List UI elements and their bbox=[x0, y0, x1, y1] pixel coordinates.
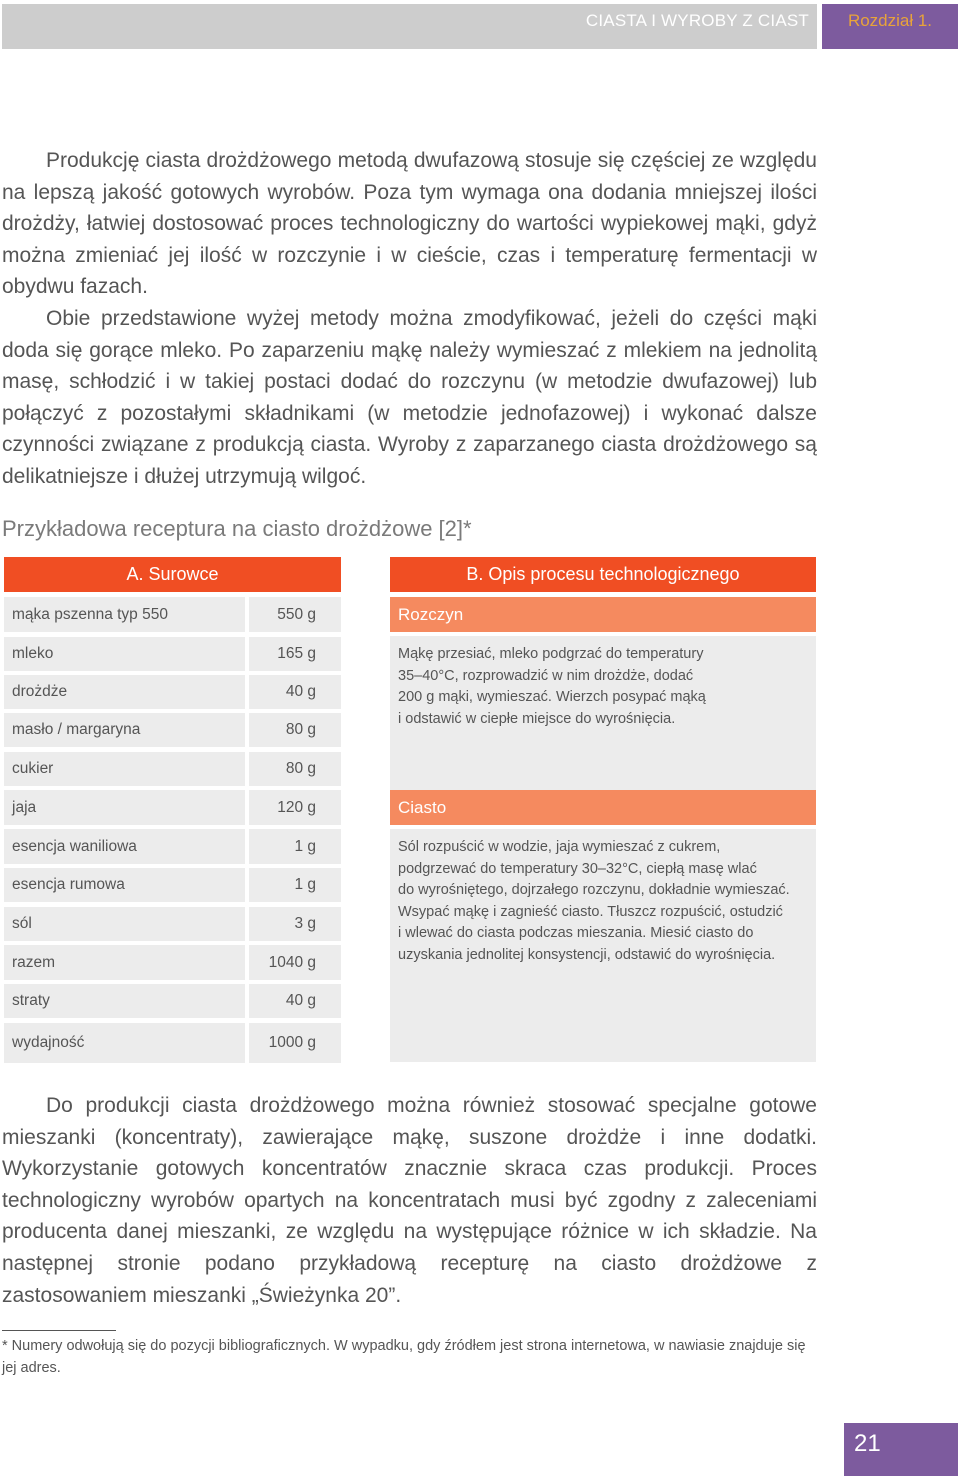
ingredient-qty: 1 g bbox=[249, 868, 341, 902]
ingredient-name: mleko bbox=[4, 637, 245, 671]
running-header bbox=[2, 4, 817, 49]
step-line: podgrzewać do temperatury 30–32°C, ciepłą masę wlać bbox=[398, 860, 757, 877]
step-line: 200 g mąki, wymieszać. Wierzch posypać mąką bbox=[398, 689, 706, 706]
chapter-label-box bbox=[822, 4, 958, 49]
ingredient-name: straty bbox=[4, 984, 245, 1018]
ingredient-qty: 120 g bbox=[249, 790, 341, 825]
ingredient-qty: 1000 g bbox=[249, 1023, 341, 1063]
step-rozczyn-body bbox=[390, 636, 816, 790]
step-line: 35–40°C, rozprowadzić w nim drożdże, dodać bbox=[398, 667, 694, 684]
running-title: CIASTA I WYROBY Z CIAST bbox=[585, 11, 809, 30]
step-rozczyn-header: Rozczyn bbox=[390, 597, 816, 632]
ingredient-qty: 550 g bbox=[249, 597, 341, 632]
process-header: B. Opis procesu technologicznego bbox=[390, 557, 816, 592]
ingredient-name: drożdże bbox=[4, 675, 245, 709]
paragraph-3 bbox=[2, 1090, 817, 1311]
ingredient-name: cukier bbox=[4, 752, 245, 786]
page-number: 21 bbox=[854, 1430, 881, 1457]
step-line: i wlewać do ciasta podczas mieszania. Miesić ciasto do bbox=[398, 925, 754, 942]
ingredient-name: jaja bbox=[4, 790, 245, 825]
paragraph-1-text: Produkcję ciasta drożdżowego metodą dwufazową stosuje się częściej ze względu na lepszą jakość gotowych wyrobów. Poza tym wymaga ona dodania mniejszej ilości drożdży, łatwiej dostosować proces technologiczny do wartości wypiekowej mąki, gdyż można zmieniać jej ilość w rozczynie i w cieście, czas i temperaturę fermentacji w obydwu fazach. bbox=[2, 149, 817, 299]
recipe-title: Przykładowa receptura na ciasto drożdżowe [2]* bbox=[2, 516, 472, 541]
footnote: * Numery odwołują się do pozycji bibliograficznych. W wypadku, gdy źródłem jest strona internetowa, w nawiasie znajduje się jej adres. bbox=[2, 1338, 806, 1376]
step-line: do wyrośniętego, dojrzałego rozczynu, dokładnie wymieszać. bbox=[398, 882, 790, 899]
ingredient-qty: 3 g bbox=[249, 907, 341, 941]
paragraph-2-text: Obie przedstawione wyżej metody można zmodyfikować, jeżeli do części mąki doda się gorące mleko. Po zaparzeniu mąkę należy wymieszać z mlekiem na jednolitą masę, schłodzić i w takiej postaci dodać do rozczynu (w metodzie dwufazowej) lub połączyć z pozostałymi składnikami (w metodzie jednofazowej) i wykonać dalsze czynności związane z produkcją ciasta. Wyroby z zaparzanego ciasta drożdżowego są delikatniejsze i dłużej utrzymują wilgoć. bbox=[2, 307, 817, 488]
footnote-rule bbox=[2, 1330, 116, 1331]
page-number-box bbox=[844, 1423, 958, 1476]
ingredient-qty: 165 g bbox=[249, 637, 341, 671]
ingredient-name: mąka pszenna typ 550 bbox=[4, 597, 245, 632]
ingredients-header: A. Surowce bbox=[4, 557, 341, 592]
step-line: i odstawić w ciepłe miejsce do wyrośnięcia. bbox=[398, 710, 676, 727]
paragraph-1 bbox=[2, 145, 817, 303]
ingredient-name: wydajność bbox=[4, 1023, 245, 1063]
step-line: Sól rozpuścić w wodzie, jaja wymieszać z cukrem, bbox=[398, 839, 721, 855]
step-line: Wsypać mąkę i zagnieść ciasto. Tłuszcz rozpuścić, ostudzić bbox=[398, 903, 783, 920]
paragraph-3-text: Do produkcji ciasta drożdżowego można również stosować specjalne gotowe mieszanki (koncentraty), zawierające mąkę, suszone drożdże i inne dodatki. Wykorzystanie gotowych koncentratów znacznie skraca czas produkcji. Proces technologiczny wyrobów opartych na koncentratach musi być zgodny z zaleceniami producenta danej mieszanki, ze względu na występujące różnice w ich składzie. Na następnej stronie podano przykładową recepturę na ciasto drożdżowe z zastosowaniem mieszanki „Świeżynka 20”. bbox=[2, 1094, 817, 1307]
ingredient-name: esencja waniliowa bbox=[4, 829, 245, 864]
ingredient-name: sól bbox=[4, 907, 245, 941]
ingredient-qty: 1040 g bbox=[249, 945, 341, 980]
ingredient-qty: 80 g bbox=[249, 713, 341, 747]
ingredient-qty: 80 g bbox=[249, 752, 341, 786]
ingredient-name: esencja rumowa bbox=[4, 868, 245, 902]
ingredient-qty: 40 g bbox=[249, 984, 341, 1018]
paragraph-2 bbox=[2, 303, 817, 493]
step-line: uzyskania jednolitej konsystencji, odstawić do wyrośnięcia. bbox=[398, 946, 776, 963]
ingredient-name: razem bbox=[4, 945, 245, 980]
chapter-label: Rozdział 1. bbox=[847, 11, 933, 30]
step-ciasto-body bbox=[390, 829, 816, 1062]
ingredient-name: masło / margaryna bbox=[4, 713, 245, 747]
ingredient-qty: 1 g bbox=[249, 829, 341, 864]
ingredient-qty: 40 g bbox=[249, 675, 341, 709]
step-ciasto-header: Ciasto bbox=[390, 790, 816, 825]
step-line: Mąkę przesiać, mleko podgrzać do temperatury bbox=[398, 646, 704, 662]
